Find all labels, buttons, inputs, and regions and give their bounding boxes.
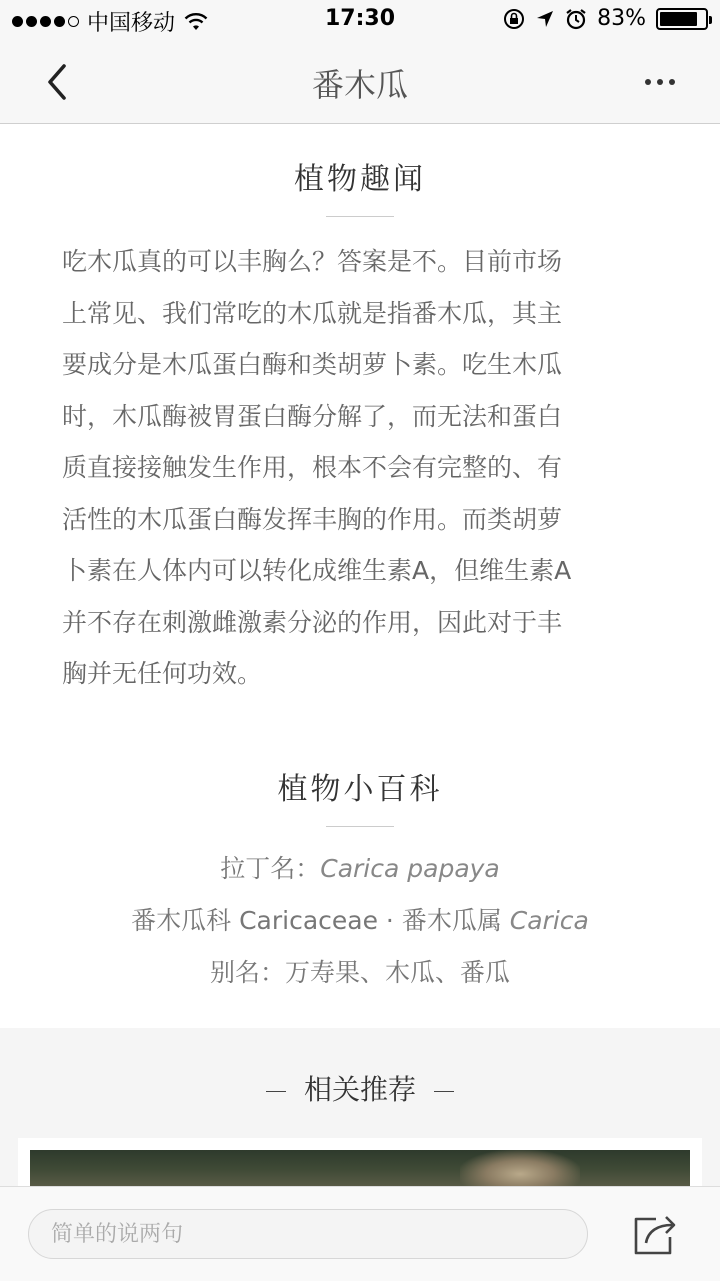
- trivia-article: [62, 236, 662, 700]
- more-dots-icon: [645, 79, 651, 85]
- heading-dash: [434, 1091, 454, 1092]
- comment-input[interactable]: [28, 1209, 588, 1259]
- more-dot: [669, 79, 675, 85]
- recommend-heading: 相关推荐: [303, 1073, 416, 1106]
- article-line: 胸并无任何功效。: [62, 659, 263, 688]
- status-bar: [0, 0, 720, 40]
- genus-latin: Carica: [509, 906, 589, 935]
- encyclopedia-heading: 植物小百科: [277, 772, 443, 807]
- alarm-icon: [565, 8, 587, 30]
- article-line: 吃木瓜真的可以丰胸么？答案是不。目前市场: [62, 247, 563, 276]
- latin-name-row: [0, 843, 720, 895]
- bottom-bar: [0, 1186, 720, 1281]
- recommend-heading-row: [0, 1068, 720, 1108]
- encyclopedia-divider: [326, 826, 394, 827]
- share-button[interactable]: [628, 1209, 680, 1259]
- alias-row: 别名：万寿果、木瓜、番瓜: [209, 958, 510, 987]
- article-line: 并不存在刺激雌激素分泌的作用，因此对于丰: [62, 607, 563, 637]
- navigation-bar: [0, 40, 720, 124]
- clock: 17:30: [324, 6, 396, 31]
- article-line: 卜素在人体内可以转化成维生素A，但维生素A: [62, 556, 572, 585]
- rotation-lock-icon: [503, 8, 525, 30]
- battery-percent: 83%: [597, 6, 646, 31]
- battery-icon: [656, 8, 708, 30]
- more-dot: [657, 79, 663, 85]
- article-line: 上常见、我们常吃的木瓜就是指番木瓜，其主: [62, 298, 563, 328]
- share-icon: [628, 1209, 680, 1259]
- location-arrow-icon: [535, 9, 555, 29]
- article-line: 时，木瓜酶被胃蛋白酶分解了，而无法和蛋白: [62, 401, 563, 431]
- latin-label: 拉丁名：: [220, 854, 321, 883]
- carrier-name: 中国移动: [87, 11, 176, 36]
- family-genus: 番木瓜科 Caricaceae · 番木瓜属: [131, 906, 510, 935]
- taxonomy-row: [0, 895, 720, 947]
- more-button[interactable]: [640, 68, 680, 96]
- heading-dash: [266, 1091, 286, 1092]
- encyclopedia-info: [0, 843, 720, 999]
- article-line: 质直接接触发生作用，根本不会有完整的、有: [62, 453, 563, 482]
- article-line: 活性的木瓜蛋白酶发挥丰胸的作用。而类胡萝: [62, 504, 563, 534]
- trivia-heading: 植物趣闻: [294, 162, 426, 197]
- page-title: 番木瓜: [311, 66, 408, 104]
- latin-name: Carica papaya: [320, 854, 500, 883]
- article-line: 要成分是木瓜蛋白酶和类胡萝卜素。吃生木瓜: [62, 350, 563, 379]
- status-icons: [503, 6, 708, 31]
- trivia-divider: [326, 216, 394, 217]
